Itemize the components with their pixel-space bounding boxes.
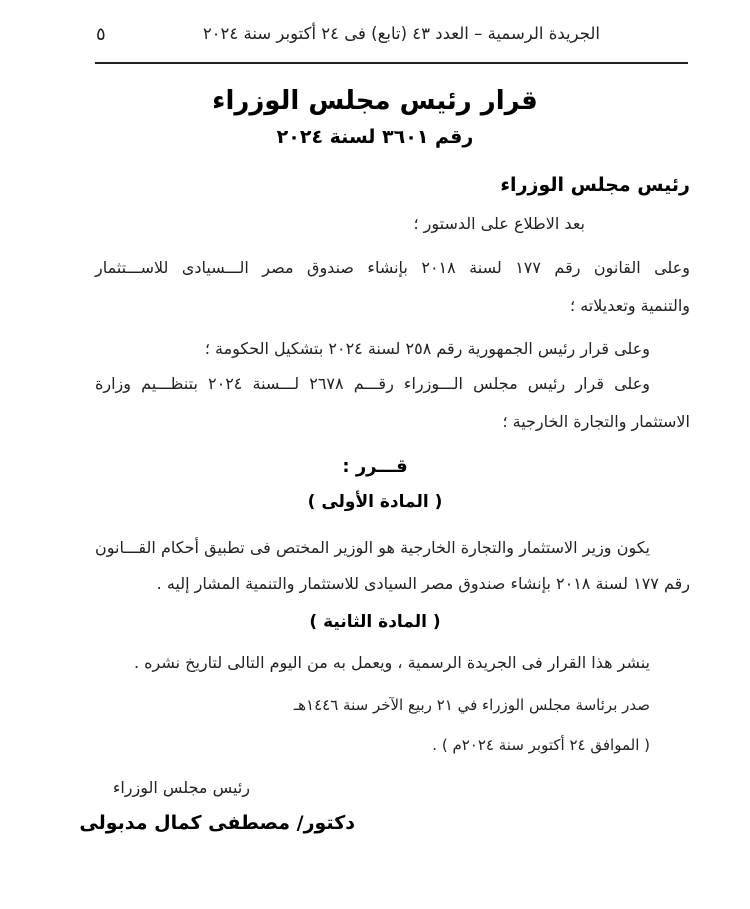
header-divider (95, 62, 688, 64)
preamble-line: الاستثمار والتجارة الخارجية ؛ (502, 412, 690, 431)
article-line: يكون وزير الاستثمار والتجارة الخارجية هو الوزير المختص فى تطبيق أحكام القـــانون (95, 538, 650, 557)
article-line: رقم ١٧٧ لسنة ٢٠١٨ بإنشاء صندوق مصر السيادى للاستثمار والتنمية المشار إليه . (156, 574, 690, 593)
signatory-name: دكتور/ مصطفى كمال مدبولى (79, 812, 355, 834)
preamble-line: وعلى قرار رئيس مجلس الـــوزراء رقـــم ٢٦٧٨ لـــسنة ٢٠٢٤ بتنظـــيم وزارة (95, 374, 650, 393)
article-heading: ( المادة الثانية ) (309, 612, 441, 632)
page-number: ٥ (96, 24, 106, 45)
decree-issuer: رئيس مجلس الوزراء (500, 174, 690, 196)
article-heading: ( المادة الأولى ) (307, 492, 443, 512)
article-line: ينشر هذا القرار فى الجريدة الرسمية ، ويعمل به من اليوم التالى لتاريخ نشره . (133, 653, 650, 672)
preamble-line: وعلى القانون رقم ١٧٧ لسنة ٢٠١٨ بإنشاء صندوق مصر الـــسيادى للاســـتثمار (95, 258, 691, 277)
preamble-line: والتنمية وتعديلاته ؛ (570, 296, 690, 315)
preamble-line: بعد الاطلاع على الدستور ؛ (413, 214, 585, 233)
issued-gregorian-date: ( الموافق ٢٤ أكتوبر سنة ٢٠٢٤م ) . (432, 736, 650, 754)
decided-label: قـــرر : (342, 456, 408, 477)
decree-title: قرار رئيس مجلس الوزراء (212, 86, 538, 116)
signatory-title: رئيس مجلس الوزراء (112, 778, 250, 797)
decree-number: رقم ٣٦٠١ لسنة ٢٠٢٤ (276, 126, 474, 148)
issued-hijri-date: صدر برئاسة مجلس الوزراء في ٢١ ربيع الآخر سنة ١٤٤٦هـ (293, 696, 650, 714)
gazette-header-title: الجريدة الرسمية – العدد ٤٣ (تابع) فى ٢٤ أكتوبر سنة ٢٠٢٤ (202, 24, 600, 43)
preamble-line: وعلى قرار رئيس الجمهورية رقم ٢٥٨ لسنة ٢٠٢٤ بتشكيل الحكومة ؛ (204, 339, 650, 358)
